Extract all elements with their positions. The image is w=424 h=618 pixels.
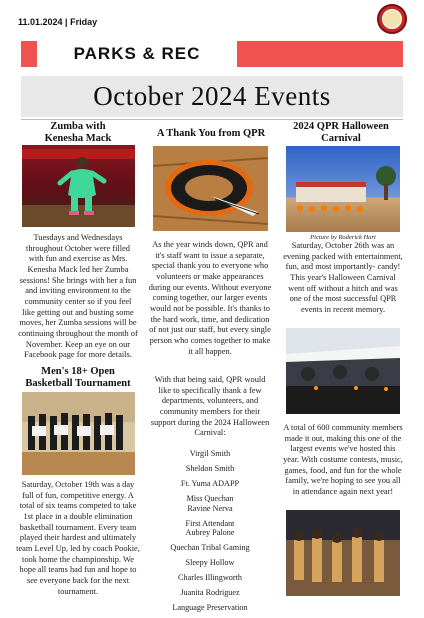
carnival-paragraph-1: Saturday, October 26th was an evening packed with entertainment, fun, and most importantly- candy! This year's Halloween Carnival went off without a hitch and was one of the most successful QPR events in recent memory. (283, 241, 403, 315)
list-item: Sheldon Smith (185, 463, 235, 473)
basketball-article-body: Saturday, October 19th was a day full of fun, competitive energy. A total of six teams competed to take 1st place in a double elimination basketball tournament. Every team played their hardest and ultimately team Level Up, led by coach Pookie, took home the championship. We hope all teams had fun and hope to see everyone back for the next tournament. (16, 480, 140, 596)
thank-you-paragraph-1: As the year winds down, QPR and it's staff want to issue a separate, special thank you to everyone who volunteers or make appearances during our events. Without everyone coming together, our larger events would not be possible. It's thanks to the hard work, time, and dedication of not just our staff, but every single person who comes together to make it all happen. (148, 240, 272, 356)
carnival-paragraph-2: A total of 600 community members made it out, making this one of the largest events we've hosted this year. With costume contests, music, games, food, and fun for the whole family, we're hoping to see you all in attendance again next year! (283, 423, 403, 497)
carnival-venue-photo (286, 146, 400, 232)
list-item: Charles Illingworth (178, 573, 242, 583)
list-item: Virgil Smith (189, 449, 231, 458)
thank-you-name-list (150, 449, 270, 618)
zumba-photo (22, 145, 135, 227)
basketball-heading: Men's 18+ Open Basketball Tournament (25, 366, 131, 389)
photo-credit-caption: Picture by Roderick Hart (310, 234, 376, 241)
section-banner-label: PARKS & REC (37, 41, 237, 67)
list-item: Sleepy Hollow (185, 558, 235, 568)
qpr-logo-floor-photo (153, 146, 268, 231)
issue-date: 11.01.2024 | Friday (18, 17, 98, 27)
page-title: October 2024 Events (21, 76, 403, 117)
carnival-crowd-photo (286, 510, 400, 596)
list-item: Language Preservation (172, 603, 248, 613)
title-divider (21, 119, 403, 120)
list-item: Miss Quechan Ravine Nerva (186, 493, 234, 513)
zumba-heading: Zumba with Kenesha Mack (44, 121, 112, 144)
zumba-article-body: Tuesdays and Wednesdays throughout October were filled with fun and exercise as Mrs. Kenesha Mack led her Zumba sessions! She brings with her a fun and inviting environment to the community center so if you feel like getting out and busting some moves, her Zumba sessions will be continuing throughout the month of November. Keep an eye on our Facebook page for more details. (18, 233, 138, 360)
list-item: Quechan Tribal Gaming (170, 543, 250, 553)
list-item: Juanita Rodriguez (180, 588, 240, 598)
list-item: Ft. Yuma ADAPP (180, 478, 240, 488)
carnival-heading: 2024 QPR Halloween Carnival (293, 121, 389, 144)
basketball-team-photo (22, 392, 135, 475)
carnival-booth-photo (286, 328, 400, 414)
list-item: First Attendant Aubrey Palone (185, 518, 235, 538)
thank-you-paragraph-2: With that being said, QPR would like to specifically thank a few departments, volunteers, and community members for their support during the 2024 Halloween Carnival: (150, 375, 270, 438)
thank-you-heading: A Thank You from QPR (156, 128, 266, 139)
tribal-seal-logo (377, 4, 407, 34)
